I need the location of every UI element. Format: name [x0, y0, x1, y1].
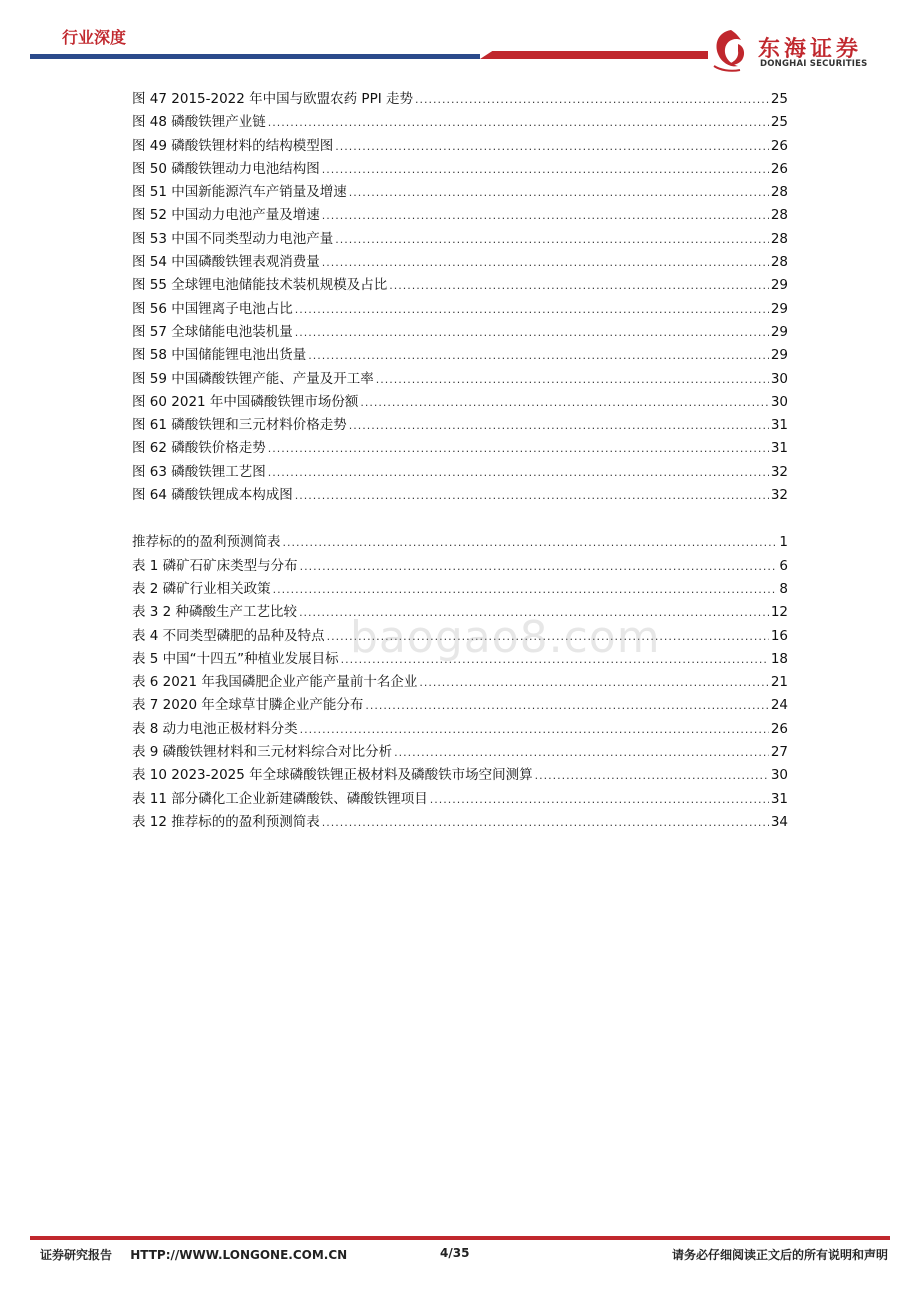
toc-figure-entry[interactable]	[132, 414, 788, 437]
logo-text-cn: 东海证券	[758, 37, 863, 62]
toc-dot-leader	[273, 578, 778, 601]
toc-entry-label: 图 54 中国磷酸铁锂表观消费量	[132, 254, 320, 271]
toc-dot-leader	[268, 437, 769, 460]
toc-entry-page: 28	[770, 230, 788, 247]
toc-entry-label: 图 50 磷酸铁锂动力电池结构图	[132, 160, 320, 177]
toc-figure-entry[interactable]	[132, 274, 788, 297]
toc-dot-leader	[335, 228, 769, 251]
toc-table-entry[interactable]	[132, 718, 788, 741]
toc-entry-label: 表 7 2020 年全球草甘膦企业产能分布	[132, 697, 364, 714]
section-label: 行业深度	[62, 28, 127, 47]
toc-table-entry[interactable]	[132, 764, 788, 787]
toc-dot-leader	[349, 181, 769, 204]
toc-entry-page: 31	[770, 417, 788, 434]
toc-dot-leader	[376, 368, 769, 391]
toc-figure-entry[interactable]	[132, 181, 788, 204]
toc-table-entry[interactable]	[132, 694, 788, 717]
toc-table-entry[interactable]	[132, 811, 788, 834]
toc-entry-page: 30	[770, 767, 788, 784]
toc-entry-page: 29	[770, 277, 788, 294]
toc-figure-entry[interactable]	[132, 251, 788, 274]
toc-entry-page: 28	[770, 254, 788, 271]
toc-entry-label: 表 10 2023-2025 年全球磷酸铁锂正极材料及磷酸铁市场空间测算	[132, 767, 533, 784]
logo-text-en: DONGHAI SECURITIES	[760, 59, 868, 69]
toc-figure-entry[interactable]	[132, 344, 788, 367]
toc-entry-label: 图 53 中国不同类型动力电池产量	[132, 230, 334, 247]
toc-dot-leader	[335, 135, 769, 158]
toc-entry-page: 29	[770, 347, 788, 364]
toc-entry-page: 1	[779, 534, 788, 551]
donghai-logo	[708, 26, 898, 76]
toc-entry-label: 图 52 中国动力电池产量及增速	[132, 207, 320, 224]
toc-entry-label: 图 61 磷酸铁锂和三元材料价格走势	[132, 417, 347, 434]
toc-table-entry[interactable]	[132, 788, 788, 811]
toc-entry-page: 6	[779, 557, 788, 574]
toc-entry-label: 图 64 磷酸铁锂成本构成图	[132, 487, 293, 504]
toc-dot-leader	[268, 461, 769, 484]
toc-table-entry[interactable]	[132, 531, 788, 554]
toc-figure-entry[interactable]	[132, 321, 788, 344]
toc-entry-label: 表 11 部分磷化工企业新建磷酸铁、磷酸铁锂项目	[132, 790, 428, 807]
toc-dot-leader	[389, 274, 769, 297]
watermark: baogao8.com	[350, 612, 661, 663]
footer-page-number: 4/35	[440, 1246, 470, 1260]
toc-figure-entry[interactable]	[132, 204, 788, 227]
toc-entry-page: 25	[770, 91, 788, 107]
toc-entry-page: 34	[770, 813, 788, 830]
toc-entry-page: 26	[770, 160, 788, 177]
toc-entry-label: 图 60 2021 年中国磷酸铁锂市场份额	[132, 393, 359, 410]
toc-entry-label: 表 8 动力电池正极材料分类	[132, 720, 298, 737]
toc-entry-label: 推荐标的的盈利预测简表	[132, 534, 281, 551]
toc-figure-entry[interactable]	[132, 437, 788, 460]
toc-entry-label: 表 6 2021 年我国磷肥企业产能产量前十名企业	[132, 674, 418, 691]
toc-figure-entry[interactable]	[132, 228, 788, 251]
toc-dot-leader	[535, 764, 769, 787]
footer-bar	[30, 1236, 890, 1240]
toc-table-entry[interactable]	[132, 671, 788, 694]
toc-entry-label: 表 1 磷矿石矿床类型与分布	[132, 557, 298, 574]
toc-table-entry[interactable]	[132, 555, 788, 578]
toc-entry-page: 25	[770, 114, 788, 131]
header-bar-blue	[30, 54, 480, 59]
toc-entry-label: 图 59 中国磷酸铁锂产能、产量及开工率	[132, 370, 374, 387]
toc-figure-entry[interactable]	[132, 298, 788, 321]
toc-entry-label: 图 62 磷酸铁价格走势	[132, 440, 266, 457]
toc-figure-entry[interactable]	[132, 88, 788, 111]
toc-entry-label: 表 5 中国“十四五”种植业发展目标	[132, 650, 339, 667]
toc-dot-leader	[295, 321, 769, 344]
toc-entry-page: 28	[770, 184, 788, 201]
toc-entry-label: 表 2 磷矿行业相关政策	[132, 580, 271, 597]
toc-dot-leader	[300, 718, 769, 741]
toc-dot-leader	[308, 344, 769, 367]
toc-dot-leader	[283, 531, 778, 554]
toc-dot-leader	[322, 251, 769, 274]
toc-dot-leader	[430, 788, 769, 811]
toc-dot-leader	[295, 298, 769, 321]
toc-entry-label: 表 12 推荐标的的盈利预测简表	[132, 813, 320, 830]
toc-entry-page: 29	[770, 300, 788, 317]
toc-figure-entry[interactable]	[132, 484, 788, 507]
toc-entry-page: 30	[770, 370, 788, 387]
toc-entry-label: 图 51 中国新能源汽车产销量及增速	[132, 184, 347, 201]
footer-url-link[interactable]: HTTP://WWW.LONGONE.COM.CN	[130, 1248, 348, 1262]
toc-dot-leader	[300, 555, 778, 578]
toc-entry-page: 32	[770, 487, 788, 504]
toc-figure-entry[interactable]	[132, 111, 788, 134]
toc-dot-leader	[349, 414, 769, 437]
footer-report-type: 证券研究报告	[40, 1248, 113, 1262]
toc-dot-leader	[322, 204, 769, 227]
toc-entry-label: 表 4 不同类型磷肥的品种及特点	[132, 627, 325, 644]
list-separator	[132, 507, 788, 531]
toc-entry-page: 26	[770, 137, 788, 154]
toc-entry-label: 表 9 磷酸铁锂材料和三元材料综合对比分析	[132, 744, 393, 761]
toc-dot-leader	[268, 111, 769, 134]
toc-entry-label: 图 58 中国储能锂电池出货量	[132, 347, 307, 364]
toc-entry-page: 28	[770, 207, 788, 224]
toc-entry-label: 图 55 全球锂电池储能技术装机规模及占比	[132, 277, 388, 294]
toc-entry-page: 32	[770, 463, 788, 480]
toc-entry-page: 31	[770, 790, 788, 807]
toc-figure-entry[interactable]	[132, 391, 788, 414]
toc-entry-page: 8	[779, 580, 788, 597]
toc-dot-leader	[322, 811, 769, 834]
table-of-contents	[132, 88, 788, 834]
toc-entry-page: 29	[770, 323, 788, 340]
toc-dot-leader	[419, 671, 768, 694]
toc-entry-label: 图 56 中国锂离子电池占比	[132, 300, 293, 317]
toc-entry-page: 26	[770, 720, 788, 737]
toc-dot-leader	[394, 741, 769, 764]
toc-entry-label: 图 57 全球储能电池装机量	[132, 323, 293, 340]
toc-dot-leader	[322, 158, 769, 181]
toc-dot-leader	[295, 484, 769, 507]
toc-entry-label: 表 3 2 种磷酸生产工艺比较	[132, 604, 298, 621]
toc-dot-leader	[365, 694, 768, 717]
figure-list	[132, 88, 788, 507]
toc-entry-page: 12	[770, 604, 788, 621]
toc-table-entry[interactable]	[132, 578, 788, 601]
toc-entry-label: 图 47 2015-2022 年中国与欧盟农药 PPI 走势	[132, 91, 413, 107]
toc-entry-page: 21	[770, 674, 788, 691]
toc-table-entry[interactable]	[132, 741, 788, 764]
table-list	[132, 531, 788, 834]
toc-dot-leader	[360, 391, 768, 414]
toc-entry-label: 图 63 磷酸铁锂工艺图	[132, 463, 266, 480]
footer-disclaimer: 请务必仔细阅读正文后的所有说明和声明	[671, 1248, 888, 1262]
toc-figure-entry[interactable]	[132, 158, 788, 181]
toc-figure-entry[interactable]	[132, 135, 788, 158]
toc-dot-leader	[415, 88, 769, 111]
toc-entry-page: 16	[770, 627, 788, 644]
toc-figure-entry[interactable]	[132, 461, 788, 484]
phoenix-icon	[708, 26, 754, 74]
toc-entry-page: 30	[770, 393, 788, 410]
toc-figure-entry[interactable]	[132, 368, 788, 391]
toc-entry-page: 27	[770, 744, 788, 761]
toc-entry-page: 24	[770, 697, 788, 714]
toc-entry-label: 图 49 磷酸铁锂材料的结构模型图	[132, 137, 334, 154]
toc-entry-label: 图 48 磷酸铁锂产业链	[132, 114, 266, 131]
toc-entry-page: 18	[770, 650, 788, 667]
toc-entry-page: 31	[770, 440, 788, 457]
